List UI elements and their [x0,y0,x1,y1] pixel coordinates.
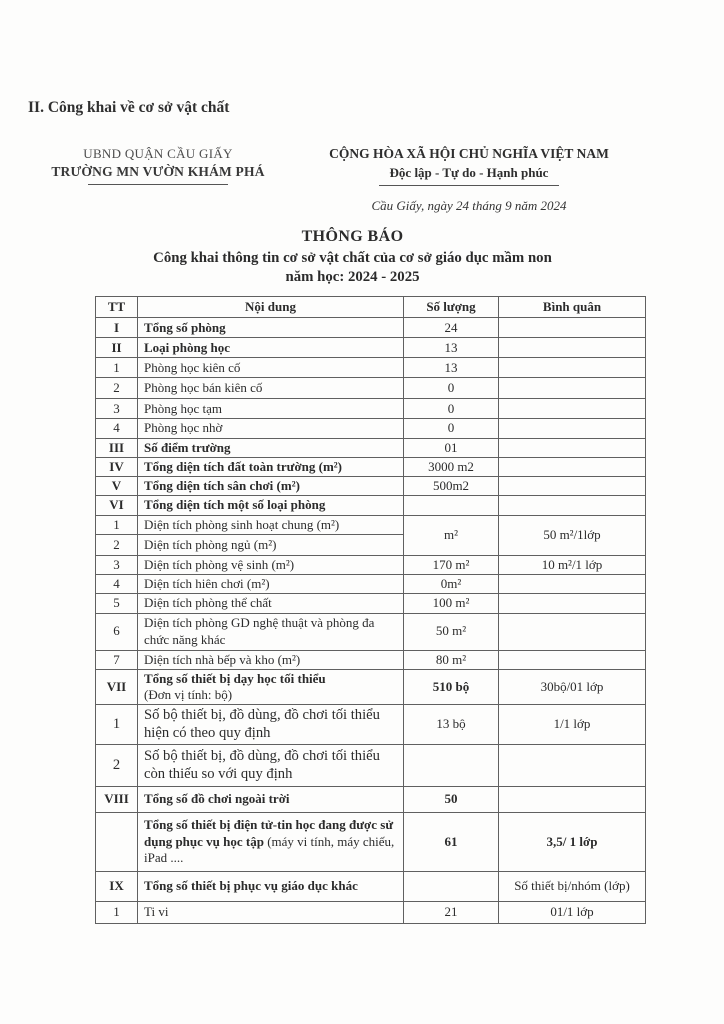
row-content: Phòng học tạm [138,399,404,419]
row-avg-merged: 50 m²/1lớp [499,515,646,555]
issuer-underline [88,184,228,185]
table-row [96,378,646,399]
col-header-quantity: Số lượng [404,297,499,318]
row-qty: 50 m² [404,613,499,650]
row-tt: 2 [96,378,138,399]
row-tt: IV [96,457,138,476]
row-qty: 01 [404,438,499,457]
row-avg [499,496,646,515]
row-tt: 2 [96,534,138,555]
row-qty: 50 [404,786,499,812]
facilities-table [95,296,646,924]
table-row [96,744,646,786]
row-tt: I [96,318,138,338]
row-content: Diện tích nhà bếp và kho (m²) [138,650,404,669]
table-row [96,318,646,338]
row-qty: 13 [404,338,499,358]
table-row [96,477,646,496]
row-content-note: (Đơn vị tính: bộ) [144,687,233,702]
row-content: Tổng diện tích sân chơi (m²) [138,477,404,496]
row-content: Tổng diện tích một số loại phòng [138,496,404,515]
row-tt: 3 [96,555,138,574]
row-content: Số bộ thiết bị, đồ dùng, đồ chơi tối thiểu còn thiếu so với quy định [138,744,404,786]
row-tt: 4 [96,419,138,438]
row-qty [404,871,499,901]
row-qty: 13 [404,358,499,378]
table-row [96,705,646,744]
row-qty: 500m2 [404,477,499,496]
row-tt: 5 [96,594,138,613]
row-avg [499,338,646,358]
table-row [96,594,646,613]
row-tt: 1 [96,705,138,744]
row-content: Diện tích phòng ngủ (m²) [138,534,404,555]
row-avg [499,358,646,378]
row-avg [499,594,646,613]
school-year-line: năm học: 2024 - 2025 [285,269,420,285]
row-avg [499,744,646,786]
row-tt: 1 [96,901,138,923]
table-row [96,613,646,650]
row-avg: 30bộ/01 lớp [499,669,646,705]
row-content [138,812,404,871]
row-avg [499,318,646,338]
row-content: Phòng học nhờ [138,419,404,438]
table-row [96,496,646,515]
section-heading: II. Công khai về cơ sở vật chất [28,99,230,116]
table-row [96,399,646,419]
row-avg: 10 m²/1 lớp [499,555,646,574]
row-qty: 0 [404,378,499,399]
table-row [96,871,646,901]
row-avg [499,399,646,419]
row-avg [499,438,646,457]
row-avg [499,575,646,594]
row-tt: III [96,438,138,457]
row-tt: 3 [96,399,138,419]
col-header-average: Bình quân [499,297,646,318]
row-qty: 100 m² [404,594,499,613]
row-avg [499,419,646,438]
table-row [96,419,646,438]
row-tt: VII [96,669,138,705]
table-row [96,812,646,871]
row-content [138,669,404,705]
row-qty: 0 [404,419,499,438]
row-avg [499,650,646,669]
row-avg: 01/1 lớp [499,901,646,923]
row-avg [499,457,646,476]
table-row [96,338,646,358]
row-content: Tổng diện tích đất toàn trường (m²) [138,457,404,476]
national-header-block [303,146,635,214]
row-qty: 13 bộ [404,705,499,744]
row-qty-merged: m² [404,515,499,555]
row-tt: 1 [96,358,138,378]
row-content: Tổng số đồ chơi ngoài trời [138,786,404,812]
issuer-school-name: TRƯỜNG MN VƯỜN KHÁM PHÁ [51,164,265,179]
row-content: Diện tích hiên chơi (m²) [138,575,404,594]
row-content: Diện tích phòng GD nghệ thuật và phòng đa chức năng khác [138,613,404,650]
row-avg: 1/1 lớp [499,705,646,744]
row-qty: 3000 m2 [404,457,499,476]
table-row [96,438,646,457]
row-content: Tổng số phòng [138,318,404,338]
table-row [96,901,646,923]
row-content: Số điểm trường [138,438,404,457]
row-qty: 170 m² [404,555,499,574]
row-qty: 61 [404,812,499,871]
row-qty: 0m² [404,575,499,594]
row-tt: 2 [96,744,138,786]
table-row [96,358,646,378]
row-content-main: Tổng số thiết bị điện tử-tin học đang được sử dụng phục vụ học tập [144,817,394,849]
motto-underline [379,185,559,186]
col-header-content: Nội dung [138,297,404,318]
row-content-note: (máy vi tính, máy chiếu, iPad .... [144,833,395,865]
row-tt: 4 [96,575,138,594]
table-row [96,669,646,705]
table-row [96,457,646,476]
row-tt: II [96,338,138,358]
document-title: THÔNG BÁO [301,228,404,245]
row-avg [499,613,646,650]
col-header-tt: TT [96,297,138,318]
row-avg: 3,5/ 1 lớp [499,812,646,871]
row-tt: V [96,477,138,496]
table-row [96,650,646,669]
row-tt: VI [96,496,138,515]
row-content: Diện tích phòng vệ sinh (m²) [138,555,404,574]
row-qty [404,496,499,515]
national-title: CỘNG HÒA XÃ HỘI CHỦ NGHĨA VIỆT NAM [329,146,609,161]
table-row [96,555,646,574]
row-tt: VIII [96,786,138,812]
row-content: Số bộ thiết bị, đồ dùng, đồ chơi tối thiểu hiện có theo quy định [138,705,404,744]
row-content: Ti vi [138,901,404,923]
row-avg [499,477,646,496]
row-qty: 24 [404,318,499,338]
place-date-line: Cầu Giấy, ngày 24 tháng 9 năm 2024 [371,198,567,213]
table-row [96,575,646,594]
row-qty: 21 [404,901,499,923]
table-row [96,515,646,534]
row-content: Diện tích phòng sinh hoạt chung (m²) [138,515,404,534]
row-tt: 1 [96,515,138,534]
row-tt [96,812,138,871]
row-avg [499,378,646,399]
row-tt: IX [96,871,138,901]
issuer-authority: UBND QUẬN CẦU GIẤY [83,146,233,161]
row-qty: 510 bộ [404,669,499,705]
document-title-block [60,228,645,286]
row-avg: Số thiết bị/nhóm (lớp) [499,871,646,901]
row-avg [499,786,646,812]
row-content: Loại phòng học [138,338,404,358]
row-content: Phòng học kiên cố [138,358,404,378]
row-content-main: Tổng số thiết bị dạy học tối thiểu [144,670,326,686]
row-qty [404,744,499,786]
document-subtitle: Công khai thông tin cơ sở vật chất của cơ sở giáo dục mầm non [153,250,552,266]
row-content: Diện tích phòng thể chất [138,594,404,613]
row-tt: 6 [96,613,138,650]
issuer-block [38,146,278,185]
row-qty: 0 [404,399,499,419]
row-content: Tổng số thiết bị phục vụ giáo dục khác [138,871,404,901]
row-qty: 80 m² [404,650,499,669]
row-tt: 7 [96,650,138,669]
row-content: Phòng học bán kiên cố [138,378,404,399]
national-motto: Độc lập - Tự do - Hạnh phúc [389,165,549,180]
table-header-row [96,297,646,318]
table-row [96,786,646,812]
